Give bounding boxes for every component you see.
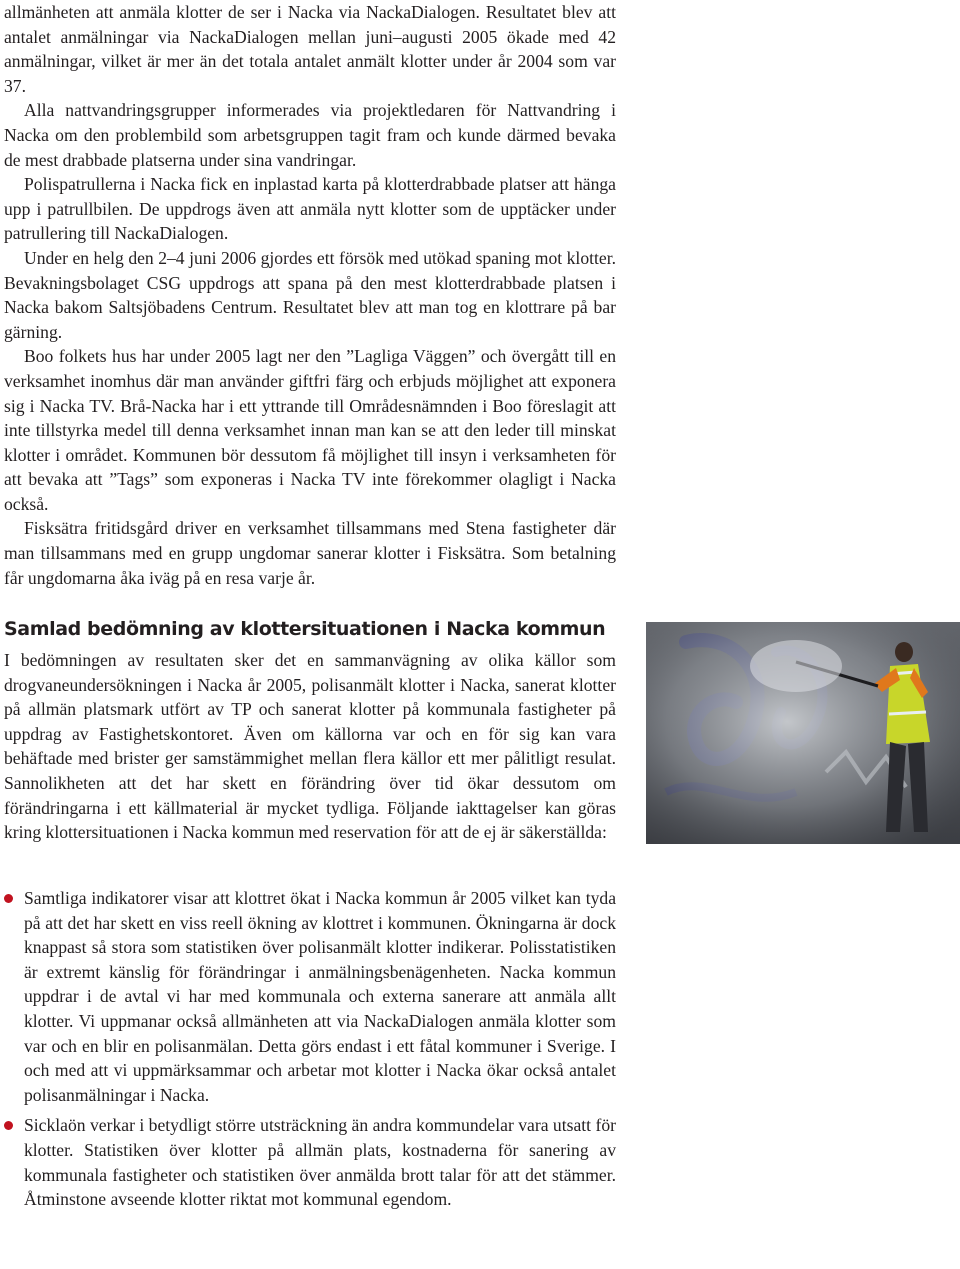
paragraph-utokad-spaning: Under en helg den 2–4 juni 2006 gjordes ett försök med utökad spaning mot klotter. Bevakningsbolaget CSG uppdrogs att spana på den mest klotterdrabbade platsen i Nacka bakom Saltsjöbadens Centrum. Resultatet blev att man tog en klottrare på bar gärning.: [4, 247, 616, 342]
paragraph-nackadialogen: allmänheten att anmäla klotter de ser i Nacka via NackaDialogen. Resultatet blev att antalet anmälningar via NackaDialogen mellan juni–augusti 2005 ökade med 42 anmälningar, vilket är mer än det totala antalet anmält klotter under år 2004 som var 37.: [4, 2, 616, 96]
section-heading: Samlad bedömning av klottersituationen i Nacka kommun: [4, 618, 606, 640]
list-item-text: Samtliga indikatorer visar att klottret ökat i Nacka kommun år 2005 vilket kan tyda på att det har skett en viss reell ökning av klottret i kommunen. Ökningarna är dock knappast så stora som statistiken över polisanmält klotter indikerar. Polisstatistiken är extremt känslig för förändringar i anmälningsbenägenheten. Nacka kommun uppdrar i de avtal vi har med kommunala och externa sanerare att anmäla allt klotter. Vi uppmanar också allmänheten att via NackaDialogen anmäla klotter som var och en blir en polisanmälan. Detta görs endast i ett fåtal kommuner i Sverige. I och med att vi uppmärksammar och arbetar mot klotter i Nacka ökar också antalet polisanmälningar i Nacka.: [24, 888, 616, 1105]
list-item-text: Sicklaön verkar i betydligt större utsträckning än andra kommundelar vara utsatt för klotter. Statistiken över klotter på allmän plats, kostnaderna för sanering av kommunala fastigheter och statistiken över anmälda brott talar för att det stämmer. Åtminstone avseende klotter riktat mot kommunal egendom.: [24, 1115, 616, 1210]
paragraph-fisksatra: Fisksätra fritidsgård driver en verksamhet tillsammans med Stena fastigheter där man tillsammans med en grupp ungdomar sanerar klotter i Fisksätra. Som betalning får ungdomarna åka iväg på en resa varje år.: [4, 518, 616, 588]
paragraph-boo-folkets-hus: Boo folkets hus har under 2005 lagt ner den ”Lagliga Väggen” och övergått till en verksamhet inomhus där man använder giftfri färg och erbjuds möjlighet att exponera sig i Nacka TV. Brå-Nacka har i ett yttrande till Områdesnämnden i Boo föreslagit att inte tillstyrka medel till denna verksamhet innan man kan se att den leder till minskat klotter i området. Kommunen bör dessutom få möjlighet till insyn i verksamheten för att bevaka att ”Tags” som exponeras i Nacka TV inte förekommer olagligt i Nacka också.: [4, 346, 616, 514]
paragraph-nattvandring: Alla nattvandringsgrupper informerades via projektledaren för Nattvandring i Nacka om den problembild som arbetsgruppen tagit fram och kunde därmed bevaka de mest drabbade platserna under sina vandringar.: [4, 100, 616, 170]
list-item: [4, 886, 616, 1107]
assessment-text-column: [4, 648, 616, 845]
paragraph-polispatruller: Polispatrullerna i Nacka fick en inplastad karta på klotterdrabbade platser att hänga upp i patrullbilen. De uppdrogs även att anmäla nytt klotter som de upptäcker under patrullering till NackaDialogen.: [4, 174, 616, 244]
bullet-dot-icon: [4, 1121, 13, 1130]
bullet-dot-icon: [4, 894, 13, 903]
photo-illustration: [646, 622, 960, 844]
observation-list: [4, 886, 616, 1218]
list-item: [4, 1113, 616, 1211]
graffiti-removal-photo: [646, 622, 960, 844]
measures-text-column: [4, 0, 616, 590]
paragraph-assessment-intro: I bedömningen av resultaten sker det en sammanvägning av olika källor som drogvaneundersökningen i Nacka år 2005, polisanmält klotter i Nacka, sanerat klotter på allmän platsmark utfört av TP och sanerat klotter på kommunala fastigheter på uppdrag av Fastighetskontoret. Även om källorna var och en för sig kan vara behäftade med brister ger samstämmighet mellan flera källor ett mer pålitligt resulat. Sannolikheten att det har skett en förändring över tid ökar dessutom om förändringarna i ett källmaterial är mycket tydliga. Följande iakttagelser kan göras kring klottersituationen i Nacka kommun med reservation för att de ej är säkerställda:: [4, 650, 616, 843]
